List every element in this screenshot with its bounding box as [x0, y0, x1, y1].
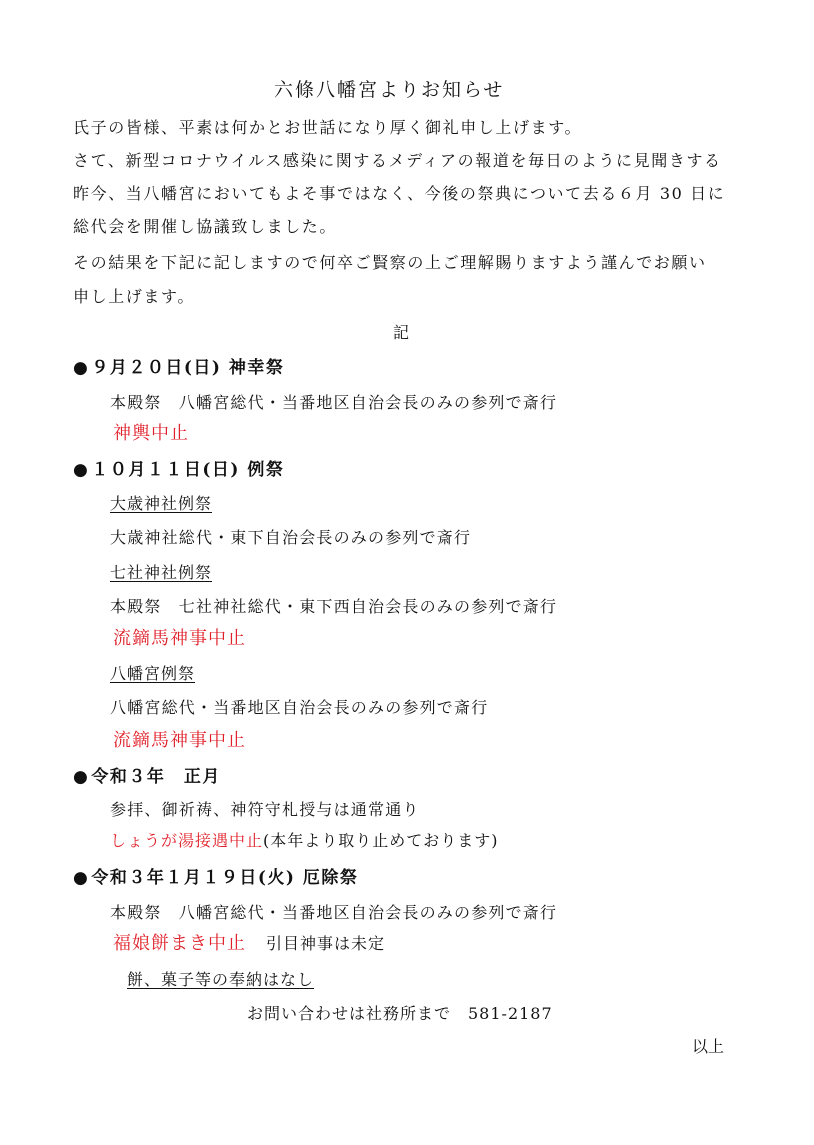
intro-line-3: 昨今、当八幡宮においてもよそ事ではなく、今後の祭典について去る６月 30 日に — [73, 184, 726, 203]
offering-note: 餅、菓子等の奉納はなし — [127, 970, 315, 989]
bullet-icon: ● — [73, 868, 90, 888]
cancel-notice: 福娘餅まき中止 — [113, 933, 246, 954]
section-heading-shougatsu — [73, 767, 221, 787]
section-heading-shinkousai — [73, 358, 284, 378]
ki-heading: 記 — [393, 323, 410, 342]
intro-line-4: 総代会を開催し協議致しました。 — [73, 217, 338, 236]
subsection-detail: 大歳神社総代・東下自治会長のみの参列で斎行 — [110, 528, 472, 547]
bullet-icon: ● — [73, 460, 90, 480]
section-heading-yakuyokesai — [73, 868, 358, 888]
cancel-line — [110, 831, 499, 851]
cancel-notice: 流鏑馬神事中止 — [113, 730, 246, 751]
intro-line-5: その結果を下記に記しますので何卒ご賢察の上ご理解賜りますよう謹んでお願い — [73, 253, 707, 272]
section-heading-reisai — [73, 460, 284, 480]
intro-line-1: 氏子の皆様、平素は何かとお世話になり厚く御礼申し上げます。 — [73, 118, 583, 137]
notice-title: 六條八幡宮よりお知らせ — [274, 79, 505, 101]
section-detail: 参拝、御祈祷、神符守札授与は通常通り — [110, 800, 420, 819]
subsection-title: 大歳神社例祭 — [110, 494, 213, 513]
cancel-line — [113, 934, 385, 954]
section-heading-text: ９月２０日(日) 神幸祭 — [91, 358, 285, 378]
cancel-note: (本年より取り止めております) — [263, 831, 499, 850]
bullet-icon: ● — [73, 767, 90, 787]
bullet-icon: ● — [73, 358, 90, 378]
cancel-notice: しょうが湯接遇中止 — [110, 831, 264, 850]
cancel-notice: 流鏑馬神事中止 — [113, 628, 246, 649]
section-detail: 本殿祭 八幡宮総代・当番地区自治会長のみの参列で斎行 — [110, 903, 558, 922]
section-heading-text: 令和３年１月１９日(火) 厄除祭 — [91, 868, 359, 888]
section-detail: 本殿祭 八幡宮総代・当番地区自治会長のみの参列で斎行 — [110, 393, 558, 412]
subsection-detail: 本殿祭 七社神社総代・東下西自治会長のみの参列で斎行 — [110, 597, 558, 616]
subsection-title: 七社神社例祭 — [110, 563, 213, 582]
cancel-note: 引目神事は未定 — [266, 934, 386, 953]
cancel-notice: 神輿中止 — [113, 423, 189, 444]
closing-text: 以上 — [692, 1037, 725, 1056]
intro-line-2: さて、新型コロナウイルス感染に関するメディアの報道を毎日のように見聞きする — [73, 151, 722, 170]
section-heading-text: 令和３年 正月 — [91, 767, 221, 787]
subsection-detail: 八幡宮総代・当番地区自治会長のみの参列で斎行 — [110, 698, 489, 717]
section-heading-text: １０月１１日(日) 例祭 — [91, 460, 285, 480]
intro-line-6: 申し上げます。 — [73, 287, 195, 306]
contact-line: お問い合わせは社務所まで 581-2187 — [247, 1004, 553, 1023]
subsection-title: 八幡宮例祭 — [110, 664, 196, 683]
